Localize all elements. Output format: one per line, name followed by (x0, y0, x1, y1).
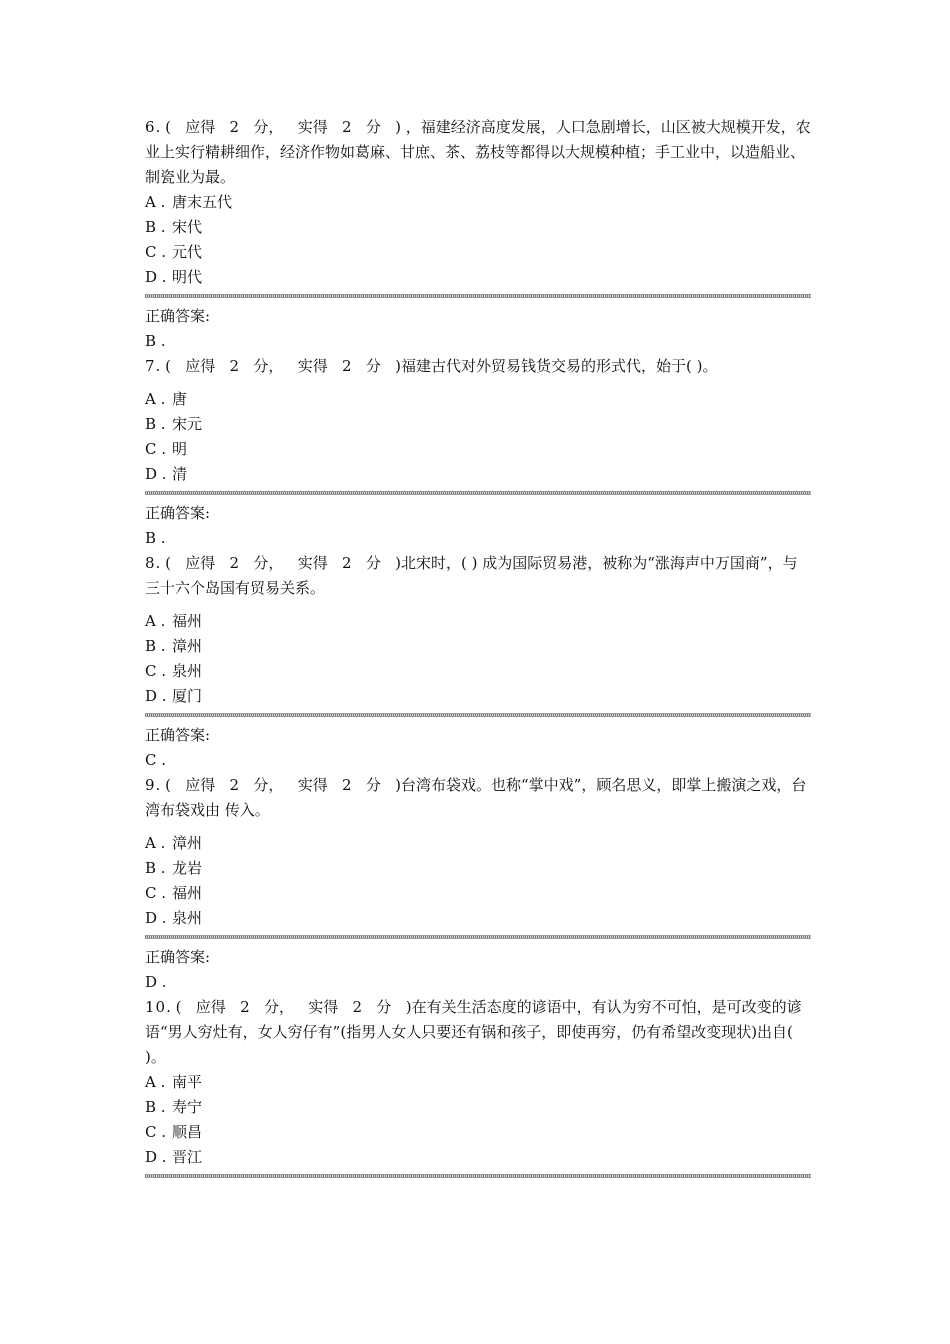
option-c (145, 659, 811, 684)
option-letter: B . (145, 637, 166, 655)
option-b (145, 1095, 811, 1120)
option-text: 厦门 (172, 687, 203, 705)
answer-label: 正确答案: (145, 307, 211, 325)
option-text: 福州 (172, 884, 203, 902)
option-text: 明 (172, 440, 188, 458)
question-stem: 福建古代对外贸易钱货交易的形式代，始于( )。 (401, 357, 718, 375)
question-stem: 北宋时，( ) 成为国际贸易港，被称为“涨海声中万国商”，与三十六个岛国有贸易关系。 (145, 554, 798, 597)
divider (145, 491, 811, 495)
option-text: 宋元 (172, 415, 203, 433)
option-letter: D . (145, 909, 167, 927)
option-letter: A . (145, 612, 166, 630)
question-stem: 在有关生活态度的谚语中，有认为穷不可怕，是可改变的谚语“男人穷灶有，女人穷仔有”(指男人女人只要还有锅和孩子，即使再穷，仍有希望改变现状)出自( )。 (145, 998, 802, 1066)
score-info: . ( 应得 2 分， 实得 2 分 ) (155, 776, 402, 794)
option-a (145, 831, 811, 856)
question-number: 10 (145, 998, 167, 1016)
option-d (145, 462, 811, 487)
score-info: . ( 应得 2 分， 实得 2 分 ) (155, 357, 402, 375)
option-list (145, 190, 811, 290)
option-letter: C . (145, 440, 167, 458)
document-page (145, 115, 811, 1184)
spacer (145, 823, 811, 831)
option-text: 明代 (172, 268, 203, 286)
option-b (145, 215, 811, 240)
option-text: 顺昌 (172, 1123, 203, 1141)
option-text: 寿宁 (172, 1098, 203, 1116)
option-letter: A . (145, 193, 166, 211)
question-6 (145, 115, 811, 354)
option-d (145, 1145, 811, 1170)
option-text: 元代 (172, 243, 203, 261)
option-c (145, 437, 811, 462)
question-number: 9 (145, 776, 156, 794)
option-text: 清 (172, 465, 188, 483)
option-letter: B . (145, 859, 166, 877)
answer-value: B . (145, 332, 166, 350)
option-text: 漳州 (172, 834, 203, 852)
option-b (145, 634, 811, 659)
divider (145, 1174, 811, 1178)
option-text: 泉州 (172, 909, 203, 927)
option-a (145, 609, 811, 634)
option-text: 泉州 (172, 662, 203, 680)
option-c (145, 881, 811, 906)
spacer (145, 601, 811, 609)
score-info: . ( 应得 2 分， 实得 2 分 ) (155, 554, 402, 572)
spacer (145, 379, 811, 387)
question-text (145, 995, 811, 1070)
option-text: 晋江 (172, 1148, 203, 1166)
option-text: 宋代 (172, 218, 203, 236)
answer-value: C . (145, 751, 167, 769)
score-info: . ( 应得 2 分， 实得 2 分 ) (166, 998, 412, 1016)
option-list (145, 1070, 811, 1170)
question-stem: 台湾布袋戏。也称“掌中戏”，顾名思义，即掌上搬演之戏，台湾布袋戏由 传入。 (145, 776, 807, 819)
option-a (145, 387, 811, 412)
option-letter: A . (145, 834, 166, 852)
option-letter: B . (145, 218, 166, 236)
option-letter: D . (145, 465, 167, 483)
option-list (145, 831, 811, 931)
question-text (145, 773, 811, 823)
question-10 (145, 995, 811, 1178)
option-letter: C . (145, 662, 167, 680)
question-7 (145, 354, 811, 551)
option-a (145, 1070, 811, 1095)
question-9 (145, 773, 811, 995)
option-d (145, 684, 811, 709)
divider (145, 294, 811, 298)
option-letter: A . (145, 390, 166, 408)
option-list (145, 387, 811, 487)
answer-value: B . (145, 529, 166, 547)
option-letter: B . (145, 1098, 166, 1116)
answer-label: 正确答案: (145, 948, 211, 966)
option-letter: D . (145, 1148, 167, 1166)
question-8 (145, 551, 811, 773)
answer-value: D . (145, 973, 167, 991)
option-letter: C . (145, 243, 167, 261)
question-stem: ，福建经济高度发展，人口急剧增长，山区被大规模开发，农业上实行精耕细作，经济作物如葛麻、甘庶、茶、荔枝等都得以大规模种植；手工业中，以造船业、制瓷业为最。 (145, 118, 811, 186)
option-text: 唐末五代 (172, 193, 233, 211)
option-text: 福州 (172, 612, 203, 630)
option-text: 龙岩 (172, 859, 203, 877)
answer-label: 正确答案: (145, 726, 211, 744)
option-c (145, 1120, 811, 1145)
option-letter: D . (145, 687, 167, 705)
option-text: 南平 (172, 1073, 203, 1091)
question-text (145, 354, 811, 379)
option-letter: A . (145, 1073, 166, 1091)
divider (145, 713, 811, 717)
option-a (145, 190, 811, 215)
question-number: 6 (145, 118, 156, 136)
option-letter: C . (145, 1123, 167, 1141)
question-number: 8 (145, 554, 156, 572)
option-d (145, 906, 811, 931)
option-d (145, 265, 811, 290)
option-text: 唐 (172, 390, 188, 408)
option-b (145, 412, 811, 437)
question-text (145, 551, 811, 601)
option-b (145, 856, 811, 881)
option-letter: B . (145, 415, 166, 433)
divider (145, 935, 811, 939)
answer-label: 正确答案: (145, 504, 211, 522)
question-text (145, 115, 811, 190)
option-list (145, 609, 811, 709)
option-c (145, 240, 811, 265)
score-info: . ( 应得 2 分， 实得 2 分 ) (155, 118, 402, 136)
question-number: 7 (145, 357, 156, 375)
option-letter: C . (145, 884, 167, 902)
option-text: 漳州 (172, 637, 203, 655)
option-letter: D . (145, 268, 167, 286)
